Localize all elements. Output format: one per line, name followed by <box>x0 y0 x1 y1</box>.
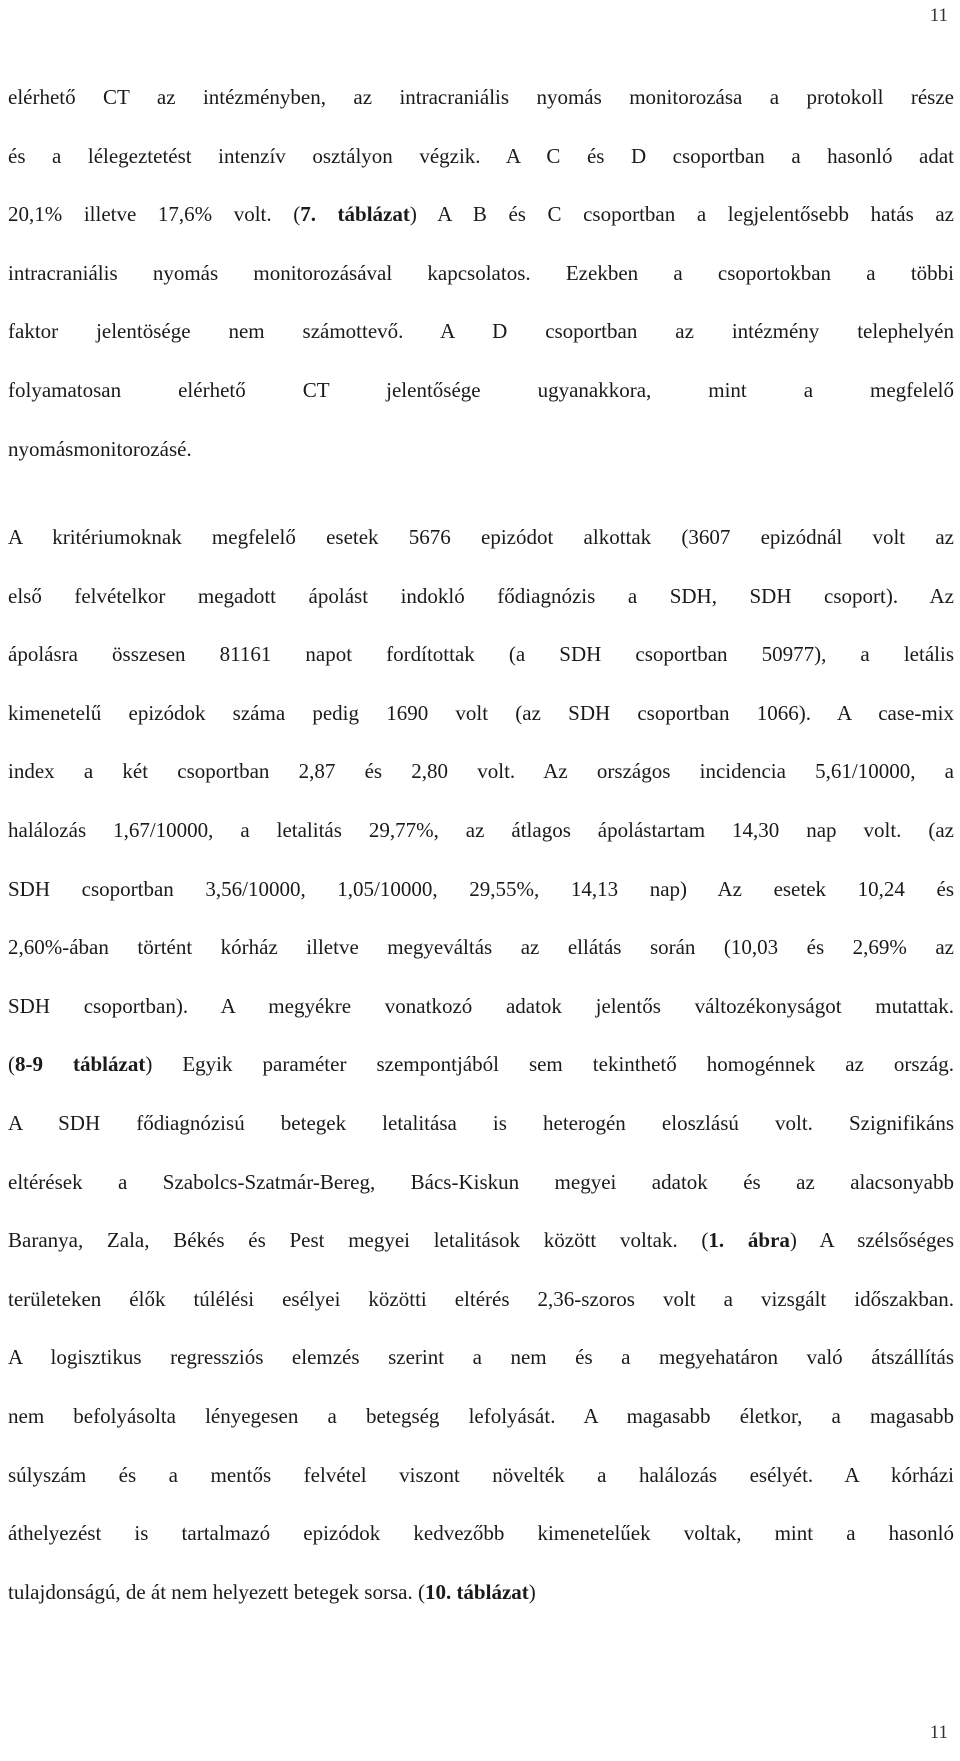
text-line: első felvételkor megadott ápolást indokló fődiagnózis a SDH, SDH csoport). Az <box>8 583 954 608</box>
text-line: Baranya, Zala, Békés és Pest megyei letalitások között voltak. (1. ábra) A szélsőséges <box>8 1228 954 1253</box>
text-line: SDH csoportban). A megyékre vonatkozó adatok jelentős változékonyságot mutattak. <box>8 993 954 1018</box>
text-line: faktor jelentösége nem számottevő. A D csoportban az intézmény telephelyén <box>8 319 954 344</box>
text-line: 2,60%-ában történt kórház illetve megyeváltás az ellátás során (10,03 és 2,69% az <box>8 935 954 960</box>
table-reference: 8-9 táblázat <box>15 1052 146 1077</box>
text-line: és a lélegeztetést intenzív osztályon végzik. A C és D csoportban a hasonló adat <box>8 143 954 168</box>
text-line: eltérések a Szabolcs-Szatmár-Bereg, Bács-Kiskun megyei adatok és az alacsonyabb <box>8 1169 954 1194</box>
page-number-top: 11 <box>929 5 948 26</box>
text-line: súlyszám és a mentős felvétel viszont növelték a halálozás esélyét. A kórházi <box>8 1462 954 1487</box>
text-line: elérhető CT az intézményben, az intracraniális nyomás monitorozása a protokoll része <box>8 85 954 109</box>
text-line: nem befolyásolta lényegesen a betegség lefolyását. A magasabb életkor, a magasabb <box>8 1403 954 1428</box>
text-line: kimenetelű epizódok száma pedig 1690 volt (az SDH csoportban 1066). A case-mix <box>8 700 954 725</box>
text-line: áthelyezést is tartalmazó epizódok kedvezőbb kimenetelűek voltak, mint a hasonló <box>8 1521 954 1546</box>
text-line: intracraniális nyomás monitorozásával kapcsolatos. Ezekben a csoportokban a többi <box>8 260 954 285</box>
text-line: területeken élők túlélési esélyei közötti eltérés 2,36-szoros volt a vizsgált időszakban. <box>8 1286 954 1311</box>
text-line: 20,1% illetve 17,6% volt. (7. táblázat) A B és C csoportban a legjelentősebb hatás az <box>8 202 954 227</box>
text-line: ápolásra összesen 81161 napot fordítottak (a SDH csoportban 50977), a letális <box>8 642 954 667</box>
paragraph-2 <box>8 508 954 1621</box>
page-number-bottom: 11 <box>929 1722 948 1743</box>
text-line: nyomásmonitorozásé. <box>8 436 192 461</box>
text-line: A logisztikus regressziós elemzés szerint a nem és a megyehatáron való átszállítás <box>8 1345 954 1370</box>
paragraph-1 <box>8 68 954 478</box>
table-reference: 7. táblázat <box>300 202 410 227</box>
text-line: A SDH fődiagnózisú betegek letalitása is heterogén eloszlású volt. Szignifikáns <box>8 1110 954 1135</box>
text-line: (8-9 táblázat) Egyik paraméter szempontjából sem tekinthető homogénnek az ország. <box>8 1052 954 1077</box>
text-line: tulajdonságú, de át nem helyezett betegek sorsa. (10. táblázat) <box>8 1579 536 1604</box>
text-line: A kritériumoknak megfelelő esetek 5676 epizódot alkottak (3607 epizódnál volt az <box>8 525 954 549</box>
text-line: index a két csoportban 2,87 és 2,80 volt. Az országos incidencia 5,61/10000, a <box>8 759 954 784</box>
figure-reference: 1. ábra <box>708 1228 790 1253</box>
text-line: folyamatosan elérhető CT jelentősége ugyanakkora, mint a megfelelő <box>8 377 954 402</box>
text-line: SDH csoportban 3,56/10000, 1,05/10000, 29,55%, 14,13 nap) Az esetek 10,24 és <box>8 876 954 901</box>
table-reference: 10. táblázat <box>424 1579 529 1604</box>
text-line: halálozás 1,67/10000, a letalitás 29,77%, az átlagos ápolástartam 14,30 nap volt. (az <box>8 817 954 842</box>
